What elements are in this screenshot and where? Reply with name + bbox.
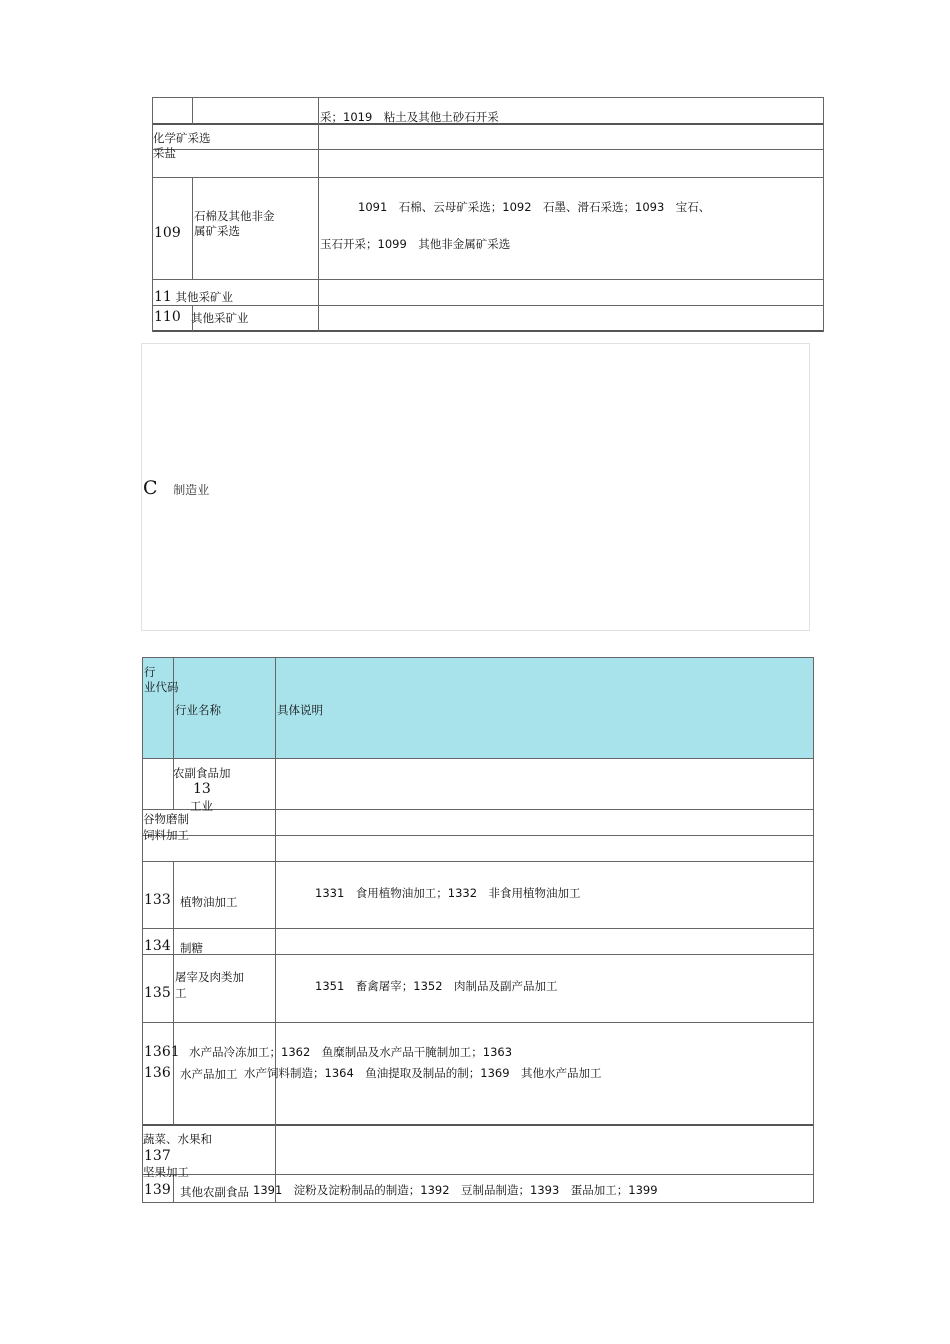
row-139-name: 其他农副食品 [180, 1185, 249, 1199]
row-11-code: 11 [154, 289, 172, 305]
row-109-name-line1: 石棉及其他非金 [194, 209, 275, 223]
row-137-name-line1: 蔬菜、水果和 [143, 1132, 212, 1146]
section-letter: C [143, 477, 158, 499]
row-135-code: 135 [144, 985, 171, 1001]
row-109-desc-line2: 玉石开采；1099 其他非金属矿采选 [320, 237, 511, 251]
header-code-line2: 业代码 [144, 680, 179, 694]
row-110-name: 其他采矿业 [191, 311, 249, 325]
row-109-code: 109 [154, 225, 181, 241]
row-grain-name-line1: 谷物磨制 [143, 812, 189, 826]
header-desc: 具体说明 [277, 703, 323, 717]
row-137-name-line2: 坚果加工 [143, 1165, 189, 1179]
row-11 [154, 290, 233, 304]
row-109-desc-line1: 1091 石棉、云母矿采选；1092 石墨、滑石采选；1093 宝石、 [358, 200, 711, 214]
row-109-name-line2: 属矿采选 [194, 224, 240, 238]
row-135-desc: 1351 畜禽屠宰；1352 肉制品及副产品加工 [315, 979, 558, 993]
row-135-name-line1: 屠宰及肉类加 [175, 970, 244, 984]
row-1019-desc: 采；1019 粘土及其他土砂石开采 [320, 110, 499, 124]
row-139-desc: 1391 淀粉及淀粉制品的制造；1392 豆制品制造；1393 蛋品加工；1399 [253, 1183, 658, 1197]
section-title: 制造业 [173, 483, 210, 497]
header-name: 行业名称 [175, 703, 221, 717]
row-133-name: 植物油加工 [180, 895, 238, 909]
row-135-name-line2: 工 [175, 986, 187, 1000]
row-11-name: 其他采矿业 [175, 290, 233, 304]
food-processing-table [142, 657, 814, 1204]
row-134-name: 制糖 [180, 941, 203, 955]
row-grain-name-line2: 饲料加工 [143, 828, 189, 842]
row-136-code: 136 [144, 1065, 171, 1081]
header-code-line1: 行 [144, 665, 156, 679]
row-136-code-prefix: 1361 [144, 1044, 180, 1060]
section-c-box [141, 343, 810, 631]
row-137-code: 137 [144, 1148, 171, 1164]
section-c-heading [143, 477, 210, 499]
row-chemical-mining-name: 化学矿采选 [153, 131, 211, 145]
row-136-name: 水产品加工 [180, 1067, 238, 1081]
row-13-code: 13 [193, 781, 211, 797]
row-13-name-line1: 农副食品加 [173, 766, 231, 780]
row-133-code: 133 [144, 892, 171, 908]
row-136-desc-line2: 水产饲料制造；1364 鱼油提取及制品的制；1369 其他水产品加工 [244, 1066, 602, 1080]
row-13-name-line2: 工业 [190, 799, 213, 813]
row-136-desc-line1: 水产品冷冻加工；1362 鱼糜制品及水产品干腌制加工；1363 [189, 1045, 513, 1059]
row-salt-name: 采盐 [153, 146, 176, 160]
row-139-code: 139 [144, 1182, 171, 1198]
row-134-code: 134 [144, 938, 171, 954]
row-110-code: 110 [154, 309, 181, 325]
row-133-desc: 1331 食用植物油加工；1332 非食用植物油加工 [315, 886, 581, 900]
